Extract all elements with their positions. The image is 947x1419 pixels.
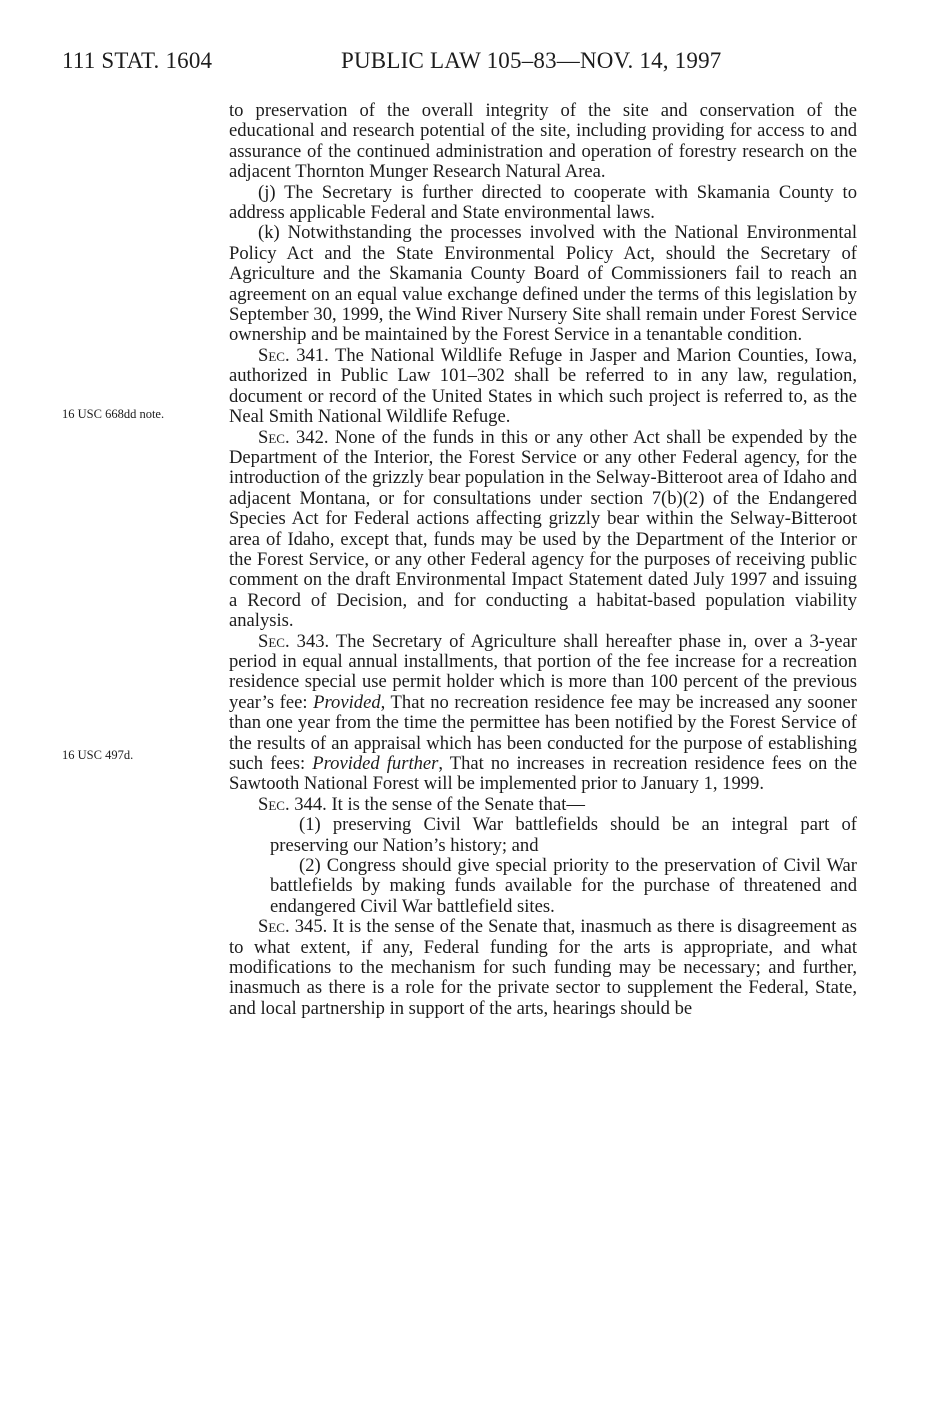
section-345 [229, 917, 857, 1019]
section-341-text: The National Wildlife Refuge in Jasper and Marion Counties, Iowa, authorized in Public Law 101–302 shall be referred to in any law, regulation, document or record of the United States in which such project is referred to, as the Neal Smith National Wildlife Refuge. [229, 344, 857, 428]
page-identifier: 111 STAT. 1604 [62, 48, 213, 73]
section-344 [229, 795, 857, 815]
paragraph-k: (k) Notwithstanding the processes involved with the National Environmental Policy Act and the State Environmental Policy Act, should the Secretary of Agriculture and the Skamania County Board of Commissioners fail to reach an agreement on an equal value exchange defined under the terms of this legislation by September 30, 1999, the Wind River Nursery Site shall remain under Forest Service ownership and be maintained by the Forest Service in a tenantable condition. [229, 222, 857, 346]
section-345-label: Sec. 345. [258, 916, 328, 938]
running-header [62, 48, 862, 78]
section-341 [229, 346, 857, 428]
section-344-text: It is the sense of the Senate that— [326, 793, 585, 815]
section-342-label: Sec. 342. [258, 426, 329, 448]
section-342 [229, 428, 857, 632]
section-343 [229, 632, 857, 795]
section-343-label: Sec. 343. [258, 630, 330, 652]
section-343-text-b: , That no recreation residence fee may be increased any sooner than one year from the time the permittee has been notified by the Forest Service of the results of an appraisal which has been conducted for the purpose of establishing such fees: [229, 691, 858, 774]
section-344-item-2: (2) Congress should give special priority to the preservation of Civil War battlefields by making funds available for the purchase of threatened and endangered Civil War battlefield sites. [270, 855, 857, 917]
section-344-label: Sec. 344. [258, 793, 327, 815]
section-343-text-c: , That no increases in recreation residence fees on the Sawtooth National Forest will be implemented prior to January 1, 1999. [229, 753, 858, 795]
paragraph-continuation: to preservation of the overall integrity of the site and conservation of the educational and research potential of the site, including providing for access to and assurance of the continued administration and operation of forestry research on the adjacent Thornton Munger Research Natural Area. [229, 100, 857, 183]
section-343-provided: Provided [313, 691, 381, 713]
section-343-provided-further: Provided further [312, 753, 439, 774]
margin-note-sec343: 16 USC 497d. [62, 748, 134, 762]
section-342-text: None of the funds in this or any other Act shall be expended by the Department of the Interior, the Forest Service or any other Federal agency, for the introduction of the grizzly bear population in the Selway-Bitteroot area of Idaho and adjacent Montana, or for consultations under section 7(b)(2) of the Endangered Species Act for Federal actions affecting grizzly bear within the Selway-Bitteroot area of Idaho, except that, funds may be used by the Department of the Interior or the Forest Service, or any other Federal agency for the purposes of receiving public comment on the draft Environmental Impact Statement dated July 1997 and issuing a Record of Decision, and for conducting a habitat-based population viability analysis. [229, 426, 857, 632]
section-341-label: Sec. 341. [258, 344, 329, 366]
section-345-text: It is the sense of the Senate that, inasmuch as there is disagreement as to what extent, if any, Federal funding for the arts is appropriate, and what modifications to the mechanism for such funding may be necessary; and further, inasmuch as there is a role for the private sector to supplement the Federal, State, and local partnership in support of the arts, hearings should be [229, 916, 857, 1019]
margin-note-sec341: 16 USC 668dd note. [62, 407, 165, 421]
section-343-text-a: The Secretary of Agriculture shall hereafter phase in, over a 3-year period in equal annual installments, that portion of the fee increase for a recreation residence special use permit holder which is more than 100 percent of the previous year’s fee: [229, 630, 857, 713]
section-344-item-1: (1) preserving Civil War battlefields should be an integral part of preserving our Nation’s history; and [270, 814, 857, 856]
header-title: PUBLIC LAW 105–83—NOV. 14, 1997 [341, 48, 722, 73]
paragraph-j: (j) The Secretary is further directed to cooperate with Skamania County to address applicable Federal and State environmental laws. [229, 181, 857, 224]
main-text [229, 101, 857, 1019]
